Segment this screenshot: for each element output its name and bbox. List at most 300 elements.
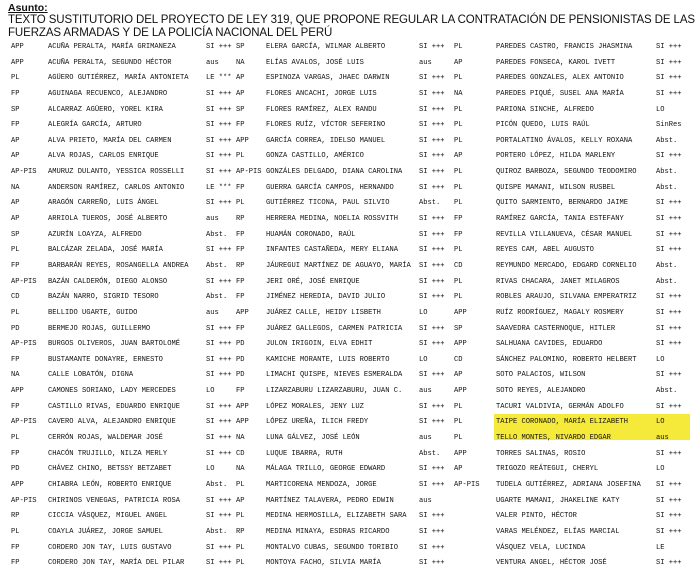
vote-value: SI +++ [656, 512, 682, 521]
vote-value: SI +++ [656, 215, 682, 224]
party-code: PD [11, 465, 20, 474]
vote-value: SI +++ [656, 293, 682, 302]
legislator-name: PAREDES GONZALES, ALEX ANTONIO [496, 74, 624, 83]
legislator-row [454, 322, 699, 338]
vote-value: Abst. [656, 261, 678, 270]
party-code: APP [454, 387, 467, 396]
vote-value: aus [419, 387, 432, 396]
party-code: AP [236, 496, 245, 505]
party-code: FP [236, 183, 245, 192]
vote-value: LE *** [206, 183, 232, 192]
party-code: NA [236, 465, 245, 474]
party-code: PL [454, 136, 463, 145]
party-code: FP [11, 449, 20, 458]
party-code: APP [236, 308, 249, 317]
party-code: CD [454, 261, 463, 270]
legislator-name: BURGOS OLIVEROS, JUAN BARTOLOMÉ [48, 340, 180, 349]
party-code: FP [454, 230, 463, 239]
legislator-name: CAVERO ALVA, ALEJANDRO ENRIQUE [48, 418, 176, 427]
party-code: PL [454, 246, 463, 255]
party-code: APP [454, 308, 467, 317]
legislator-row [454, 400, 699, 416]
vote-value: SI +++ [656, 559, 682, 568]
legislator-row [0, 556, 250, 572]
party-code: PL [454, 402, 463, 411]
party-code: CD [11, 293, 20, 302]
legislator-row [454, 494, 699, 510]
legislator-name: KAMICHE MORANTE, LUIS ROBERTO [266, 355, 390, 364]
legislator-name: CHIRINOS VENEGAS, PATRICIA ROSA [48, 496, 180, 505]
legislator-name: REVILLA VILLANUEVA, CÉSAR MANUEL [496, 230, 633, 239]
party-code: AP [236, 74, 245, 83]
party-code: AP [236, 89, 245, 98]
legislator-name: BARBARÁN REYES, ROSANGELLA ANDREA [48, 261, 189, 270]
vote-value: SI +++ [419, 277, 445, 286]
party-code: PL [11, 74, 20, 83]
legislator-name: ELERA GARCÍA, WILMAR ALBERTO [266, 43, 386, 51]
party-code: AP [11, 136, 20, 145]
legislator-name: VENTURA ANGEL, HÉCTOR JOSÉ [496, 559, 607, 568]
vote-value: SI +++ [419, 527, 445, 536]
legislator-row [0, 196, 250, 212]
vote-value: SI +++ [419, 543, 445, 552]
legislator-name: MARTICORENA MENDOZA, JORGE [266, 480, 377, 489]
vote-value: SI +++ [419, 215, 445, 224]
legislator-row [0, 275, 250, 291]
legislator-row [454, 243, 699, 259]
legislator-row [0, 431, 250, 447]
legislator-name: JERI ORÉ, JOSÉ ENRIQUE [266, 277, 360, 286]
vote-value: SI +++ [656, 340, 682, 349]
legislator-row [454, 56, 699, 72]
party-code: AP-PIS [11, 418, 37, 427]
party-code: PL [11, 527, 20, 536]
legislator-name: LÓPEZ MORALES, JENY LUZ [266, 402, 364, 411]
legislator-name: MARTÍNEZ TALAVERA, PEDRO EDWIN [266, 496, 394, 505]
vote-value: SI +++ [206, 449, 232, 458]
legislator-name: ARAGÓN CARREÑO, LUIS ÁNGEL [48, 199, 159, 208]
legislator-name: QUIROZ BARBOZA, SEGUNDO TEODOMIRO [496, 168, 637, 177]
legislator-row [454, 431, 699, 447]
party-code: PL [236, 512, 245, 521]
legislator-row [0, 353, 250, 369]
vote-value: SI +++ [419, 418, 445, 427]
legislator-name: ALCARRAZ AGÜERO, YOREL KIRA [48, 105, 163, 114]
vote-value: SI +++ [419, 230, 445, 239]
vote-value: SI +++ [656, 43, 682, 51]
legislator-row [0, 447, 250, 463]
legislator-row [454, 134, 699, 150]
party-code: FP [236, 324, 245, 333]
legislator-row [454, 525, 699, 541]
vote-value: SI +++ [206, 543, 232, 552]
legislator-name: FLORES RAMÍREZ, ALEX RANDU [266, 105, 377, 114]
legislator-name: UGARTE MAMANI, JHAKELINE KATY [496, 496, 620, 505]
party-code: RP [236, 261, 245, 270]
vote-value: SI +++ [656, 324, 682, 333]
legislator-name: PICÓN QUEDO, LUIS RAÚL [496, 121, 590, 130]
vote-value: LO [656, 418, 665, 427]
legislator-row [454, 337, 699, 353]
party-code: RP [236, 527, 245, 536]
legislator-row [0, 462, 250, 478]
vote-value: SI +++ [206, 434, 232, 443]
legislator-row [454, 228, 699, 244]
vote-value: Abst. [419, 449, 441, 458]
vote-value: SI +++ [206, 340, 232, 349]
legislator-row [454, 181, 699, 197]
vote-value: aus [206, 58, 219, 67]
legislator-name: QUISPE MAMANI, WILSON RUSBEL [496, 183, 616, 192]
legislator-name: CALLE LOBATÓN, DIGNA [48, 371, 134, 380]
vote-value: SI +++ [656, 527, 682, 536]
party-code: AP [454, 58, 463, 67]
legislator-name: TUDELA GUTIÉRREZ, ADRIANA JOSEFINA [496, 480, 641, 489]
legislator-name: ALEGRÍA GARCÍA, ARTURO [48, 121, 142, 130]
party-code: SP [11, 230, 20, 239]
vote-value: SI +++ [206, 152, 232, 161]
legislator-name: CERRÓN ROJAS, WALDEMAR JOSÉ [48, 434, 163, 443]
legislator-name: PARIONA SINCHE, ALFREDO [496, 105, 594, 114]
vote-value: SI +++ [656, 480, 682, 489]
vote-value: SI +++ [419, 512, 445, 521]
legislator-name: JUÁREZ CALLE, HEIDY LISBETH [266, 308, 381, 317]
party-code: AP-PIS [454, 480, 480, 489]
vote-value: LE [656, 543, 665, 552]
vote-value: SI +++ [206, 371, 232, 380]
legislator-row [454, 118, 699, 134]
legislator-row [454, 212, 699, 228]
party-code: PL [236, 480, 245, 489]
legislator-name: CHIABRA LEÓN, ROBERTO ENRIQUE [48, 480, 172, 489]
legislator-row [0, 368, 250, 384]
party-code: PL [236, 199, 245, 208]
legislator-name: FLORES ANCACHI, JORGE LUIS [266, 89, 377, 98]
vote-value: LE *** [206, 74, 232, 83]
legislator-name: COAYLA JUÁREZ, JORGE SAMUEL [48, 527, 163, 536]
party-code: AP [11, 199, 20, 208]
vote-value: SI +++ [656, 230, 682, 239]
vote-value: LO [206, 465, 215, 474]
vote-value: aus [206, 215, 219, 224]
vote-value: SI +++ [206, 559, 232, 568]
legislator-row [454, 368, 699, 384]
legislator-name: ESPINOZA VARGAS, JHAEC DARWIN [266, 74, 390, 83]
vote-value: SI +++ [656, 449, 682, 458]
vote-value: Abst. [656, 168, 678, 177]
vote-value: SI +++ [206, 136, 232, 145]
party-code: FP [11, 121, 20, 130]
legislator-name: LUNA GÁLVEZ, JOSÉ LEÓN [266, 434, 360, 443]
legislator-row [454, 541, 699, 557]
legislator-name: VARAS MELÉNDEZ, ELÍAS MARCIAL [496, 527, 620, 536]
legislator-row [0, 87, 250, 103]
party-code: FP [11, 355, 20, 364]
legislator-name: INFANTES CASTAÑEDA, MERY ELIANA [266, 246, 398, 255]
vote-value: SI +++ [419, 261, 445, 270]
vote-value: LO [656, 355, 665, 364]
party-code: RP [11, 512, 20, 521]
vote-value: SI +++ [419, 465, 445, 474]
legislator-name: SAAVEDRA CASTERNOQUE, HITLER [496, 324, 616, 333]
party-code: APP [236, 402, 249, 411]
legislator-row [0, 243, 250, 259]
legislator-name: RUÍZ RODRÍGUEZ, MAGALY ROSMERY [496, 308, 624, 317]
vote-value: LO [419, 355, 428, 364]
legislator-name: CORDERO JON TAY, LUIS GUSTAVO [48, 543, 172, 552]
party-code: PD [236, 355, 245, 364]
party-code: AP [454, 465, 463, 474]
legislator-name: MONTOYA FACHO, SILVIA MARÍA [266, 559, 381, 568]
party-code: AP-PIS [236, 168, 262, 177]
column-1 [0, 40, 250, 572]
party-code: FP [236, 293, 245, 302]
vote-value: SI +++ [419, 105, 445, 114]
legislator-row [0, 415, 250, 431]
party-code: PL [454, 74, 463, 83]
vote-value: SI +++ [206, 496, 232, 505]
legislator-name: TORRES SALINAS, ROSIO [496, 449, 586, 458]
legislator-row [0, 40, 250, 56]
legislator-name: JIMÉNEZ HEREDIA, DAVID JULIO [266, 293, 386, 302]
legislator-row [0, 290, 250, 306]
legislator-name: PORTALATINO ÁVALOS, KELLY ROXANA [496, 136, 633, 145]
party-code: PL [11, 308, 20, 317]
legislator-name: TACURI VALDIVIA, GERMÁN ADOLFO [496, 402, 624, 411]
legislator-row [454, 71, 699, 87]
party-code: FP [236, 246, 245, 255]
vote-value: LO [206, 387, 215, 396]
legislator-name: JUÁREZ GALLEGOS, CARMEN PATRICIA [266, 324, 403, 333]
legislator-row [454, 384, 699, 400]
legislator-row [454, 509, 699, 525]
party-code: NA [236, 58, 245, 67]
legislator-name: MONTALVO CUBAS, SEGUNDO TORIBIO [266, 543, 398, 552]
party-code: PL [236, 543, 245, 552]
party-code: PD [11, 324, 20, 333]
legislator-name: MEDINA MINAYA, ESDRAS RICARDO [266, 527, 390, 536]
party-code: PL [454, 183, 463, 192]
vote-value: SI +++ [419, 152, 445, 161]
vote-value: SI +++ [206, 43, 232, 51]
legislator-name: BUSTAMANTE DONAYRE, ERNESTO [48, 355, 163, 364]
party-code: APP [11, 387, 24, 396]
vote-value: SI +++ [206, 168, 232, 177]
party-code: FP [454, 215, 463, 224]
vote-value: SI +++ [206, 512, 232, 521]
subject-text: TEXTO SUSTITUTORIO DEL PROYECTO DE LEY 319, QUE PROPONE REGULAR LA CONTRATACIÓN DE PENSIONISTAS DE LAS FUERZAS ARMADAS Y DE LA POLICÍA NACIONAL DEL PERÚ [8, 14, 695, 39]
legislator-row [0, 400, 250, 416]
vote-value: Abst. [206, 293, 228, 302]
vote-value: SI +++ [419, 246, 445, 255]
legislator-row [454, 196, 699, 212]
legislator-row [0, 541, 250, 557]
party-code: PL [11, 434, 20, 443]
legislator-name: TRIGOZO REÁTEGUI, CHERYL [496, 465, 599, 474]
vote-value: SI +++ [206, 402, 232, 411]
legislator-name: PORTERO LÓPEZ, HILDA MARLENY [496, 152, 616, 161]
vote-value: SI +++ [419, 121, 445, 130]
party-code: AP [11, 215, 20, 224]
legislator-name: ALVA PRIETO, MARÍA DEL CARMEN [48, 136, 172, 145]
party-code: PL [454, 168, 463, 177]
legislator-row [454, 462, 699, 478]
legislator-row [0, 494, 250, 510]
legislator-name: MEDINA HERMOSILLA, ELIZABETH SARA [266, 512, 407, 521]
legislator-name: HERRERA MEDINA, NOELIA ROSSVITH [266, 215, 398, 224]
vote-value: Abst. [419, 199, 441, 208]
vote-value: SI +++ [206, 199, 232, 208]
legislator-name: ARRIOLA TUEROS, JOSÉ ALBERTO [48, 215, 168, 224]
legislator-name: ALVA ROJAS, CARLOS ENRIQUE [48, 152, 159, 161]
legislator-row [454, 165, 699, 181]
legislator-name: CAMONES SORIANO, LADY MERCEDES [48, 387, 176, 396]
vote-value: SI +++ [419, 371, 445, 380]
vote-value: SI +++ [206, 277, 232, 286]
vote-value: SI +++ [656, 402, 682, 411]
legislator-name: VALER PINTO, HÉCTOR [496, 512, 577, 521]
legislator-row [0, 212, 250, 228]
party-code: FP [11, 89, 20, 98]
legislator-name: CICCIA VÁSQUEZ, MIGUEL ANGEL [48, 512, 168, 521]
legislator-name: GARCÍA CORREA, IDELSO MANUEL [266, 136, 386, 145]
vote-value: SI +++ [419, 43, 445, 51]
legislator-row [454, 353, 699, 369]
legislator-name: BERMEJO ROJAS, GUILLERMO [48, 324, 151, 333]
party-code: NA [236, 434, 245, 443]
party-code: SP [11, 105, 20, 114]
legislator-name: REYES CAM, ABEL AUGUSTO [496, 246, 594, 255]
legislator-row [0, 181, 250, 197]
party-code: AP-PIS [11, 496, 37, 505]
vote-value: Abst. [656, 136, 678, 145]
party-code: APP [454, 340, 467, 349]
party-code: CD [454, 355, 463, 364]
vote-value: SI +++ [419, 74, 445, 83]
legislator-name: RIVAS CHACARA, JANET MILAGROS [496, 277, 620, 286]
legislator-name: AZURÍN LOAYZA, ALFREDO [48, 230, 142, 239]
party-code: PL [236, 152, 245, 161]
vote-value: SI +++ [206, 105, 232, 114]
party-code: PL [454, 434, 463, 443]
legislator-row [0, 259, 250, 275]
party-code: FP [11, 402, 20, 411]
party-code: PL [454, 277, 463, 286]
legislator-row [454, 40, 699, 56]
legislator-name: SÁNCHEZ PALOMINO, ROBERTO HELBERT [496, 355, 637, 364]
vote-value: Abst. [656, 183, 678, 192]
legislator-name: HUAMÁN CORONADO, RAÚL [266, 230, 356, 239]
vote-value: aus [419, 496, 432, 505]
legislator-row [0, 478, 250, 494]
legislator-name: GONZÁLES DELGADO, DIANA CAROLINA [266, 168, 403, 177]
legislator-row [454, 259, 699, 275]
vote-value: SI +++ [419, 324, 445, 333]
legislator-row [0, 103, 250, 119]
legislator-name: AGÜERO GUTIÉRREZ, MARÍA ANTONIETA [48, 74, 189, 83]
vote-value: LO [419, 308, 428, 317]
vote-value: SI +++ [419, 136, 445, 145]
legislator-name: CASTILLO RIVAS, EDUARDO ENRIQUE [48, 402, 180, 411]
legislator-row [0, 525, 250, 541]
party-code: APP [11, 58, 24, 67]
legislator-name: PAREDES FONSECA, KAROL IVETT [496, 58, 616, 67]
legislator-name: ACUÑA PERALTA, MARÍA GRIMANEZA [48, 43, 176, 51]
legislator-name: GUERRA GARCÍA CAMPOS, HERNANDO [266, 183, 394, 192]
legislator-row [0, 71, 250, 87]
vote-value: SI +++ [206, 246, 232, 255]
legislator-name: PAREDES PIQUÉ, SUSEL ANA MARÍA [496, 89, 624, 98]
legislator-row [0, 165, 250, 181]
vote-value: aus [419, 434, 432, 443]
party-code: FP [236, 230, 245, 239]
party-code: CD [236, 449, 245, 458]
vote-value: SI +++ [206, 355, 232, 364]
party-code: FP [11, 261, 20, 270]
legislator-row [454, 275, 699, 291]
vote-value: LO [656, 465, 665, 474]
vote-value: Abst. [206, 480, 228, 489]
vote-value: SI +++ [206, 324, 232, 333]
party-code: AP-PIS [11, 168, 37, 177]
legislator-row [0, 509, 250, 525]
vote-value: Abst. [206, 230, 228, 239]
legislator-row [454, 306, 699, 322]
vote-value: Abst. [206, 261, 228, 270]
party-code: PL [454, 293, 463, 302]
party-code: FP [236, 121, 245, 130]
vote-value: SI +++ [419, 183, 445, 192]
party-code: PL [236, 559, 245, 568]
vote-value: aus [419, 58, 432, 67]
vote-value: SI +++ [419, 559, 445, 568]
party-code: PL [454, 105, 463, 114]
vote-value: SinRes [656, 121, 682, 130]
legislator-name: VÁSQUEZ VELA, LUCINDA [496, 543, 586, 552]
party-code: APP [11, 43, 24, 51]
legislator-row [454, 149, 699, 165]
legislator-name: TAIPE CORONADO, MARÍA ELIZABETH [496, 418, 628, 427]
legislator-row [454, 87, 699, 103]
legislator-name: JULON IRIGOIN, ELVA EDHIT [266, 340, 373, 349]
party-code: NA [11, 183, 20, 192]
party-code: SP [454, 324, 463, 333]
party-code: AP [454, 371, 463, 380]
party-code: APP [11, 480, 24, 489]
legislator-name: TELLO MONTES, NIVARDO EDGAR [496, 434, 611, 443]
vote-value: aus [656, 434, 669, 443]
legislator-name: PAREDES CASTRO, FRANCIS JHASMINA [496, 43, 633, 51]
legislator-name: LÓPEZ UREÑA, ILICH FREDY [266, 418, 369, 427]
party-code: FP [236, 387, 245, 396]
party-code: NA [454, 89, 463, 98]
vote-value: Abst. [656, 387, 678, 396]
legislator-row [454, 415, 699, 431]
vote-value: SI +++ [656, 246, 682, 255]
vote-value: SI +++ [656, 199, 682, 208]
legislator-row [0, 118, 250, 134]
party-code: NA [11, 371, 20, 380]
party-code: PL [454, 199, 463, 208]
party-code: APP [454, 449, 467, 458]
vote-value: SI +++ [419, 89, 445, 98]
subject-label: Asunto: [8, 2, 48, 14]
vote-value: LO [656, 105, 665, 114]
party-code: PL [454, 121, 463, 130]
legislator-name: BALCÁZAR ZELADA, JOSÉ MARÍA [48, 246, 163, 255]
legislator-name: ELÍAS AVALOS, JOSÉ LUIS [266, 58, 364, 67]
legislator-row [0, 149, 250, 165]
